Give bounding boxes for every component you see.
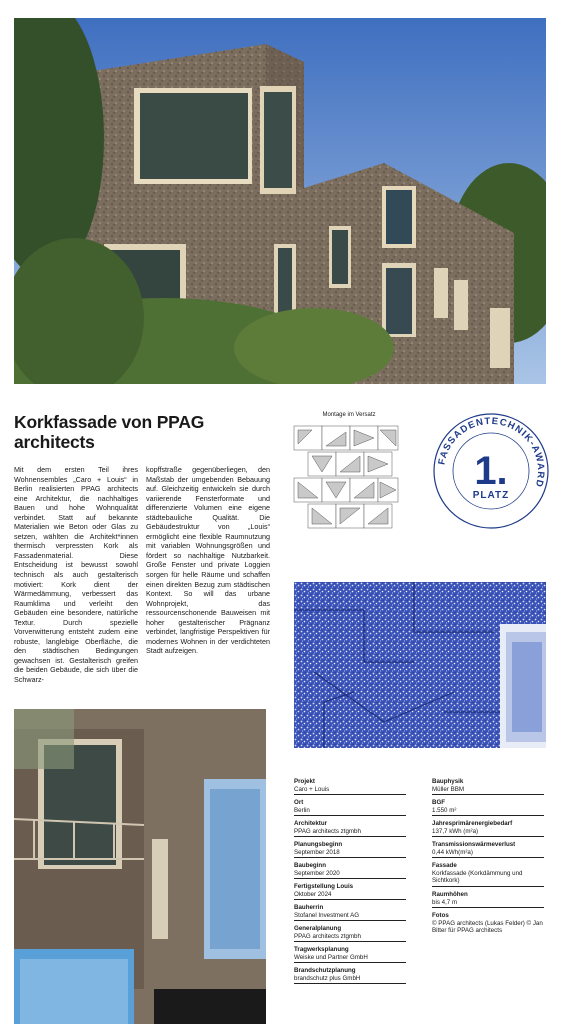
fact-building-physics: Bauphysik Müller BBM [432,778,544,795]
facade-detail-photo [14,709,266,1024]
award-label: PLATZ [472,490,510,501]
fact-structural-planning: Tragwerksplanung Weiske und Partner GmbH [294,946,406,963]
fact-general-planning: Generalplanung PPAG architects ztgmbh [294,925,406,942]
fact-transmission-loss: Transmissionswärmeverlust 0,44 kWh(m²a) [432,841,544,858]
award-number: 1. [474,449,508,493]
fact-primary-energy: Jahresprimärenergiebedarf 137,7 kWh (m²a) [432,820,544,837]
award-ring-text: FASSADENTECHNIK-AWARD [436,415,547,490]
fact-project: Projekt Caro + Louis [294,778,406,795]
diagram-caption: Montage im Versatz [322,412,376,418]
diagram-row [294,426,398,450]
cork-texture-photo [294,582,546,748]
article-body-left: Mit dem ersten Teil ihres Wohnensembles „Caro + Louis“ in Berlin realisierten PPAG architects eine Architektur, die nachhaltiges Bauen und hohe Wohnqualität verbindet. Statt auf bekannte Materialien wie Beton oder Glas zu setzen, wählten die Architekt*innen thermisch verpressten Kork als Fassadenmaterial. Diese Entscheidung ist bewusst sowohl technisch als auch gestalterisch motiviert: Kork dient der Wärmedämmung, verbessert das Raumklima und verleiht den Gebäuden eine besondere, natürliche Textur. Durch spezielle Vorverwitterung entsteht zudem eine robuste, langlebige Oberfläche, die den städtischen Bedingungen gewachsen ist. Gestalterisch greifen die beiden Gebäude, die sich über die Schwarz- [14,465,138,685]
award-badge [432,412,550,530]
fact-fire-protection: Brandschutzplanung brandschutz plus GmbH [294,967,406,984]
fact-planning-start: Planungsbeginn September 2018 [294,841,406,858]
cork-panel-diagram [292,424,408,532]
article-body-right: kopffstraße gegenüberliegen, den Maßstab der umgebenden Bebauung auf. Gleichzeitig entwickeln sie durch variierende Fensterformate und differenzierte Volumen eine eigene städtebauliche Qualität. Die Gebäudestruktur von „Louis“ ermöglicht eine flexible Raumnutzung mit variablen Wohnungsgrößen und fördert so nachhaltige Nutzbarkeit. Große Fenster und private Loggien sorgen für helle Räume und schaffen einen direkten Bezug zum städtischen Kontext. So will das urbane Wohnprojekt, das ressourcenschonende Bauweisen mit hoher gestalterischer Prägnanz verbindet, langfristige Perspektiven für modernes Wohnen in der verdichteten Stadt aufzeigen. [146,465,270,656]
page-title: Korkfassade von PPAG architects [14,412,205,452]
hero-photo [14,18,546,384]
fact-gross-floor-area: BGF 1.550 m² [432,799,544,816]
fact-location: Ort Berlin [294,799,406,816]
fact-room-heights: Raumhöhen bis 4,7 m [432,891,544,908]
fact-photo-credits: Fotos © PPAG architects (Lukas Felder) © Jan Bitter für PPAG architects [432,912,543,935]
fact-client: Bauherrin Stofanel Investment AG [294,904,406,921]
fact-architecture: Architektur PPAG architects ztgmbh [294,820,406,837]
fact-facade: Fassade Korkfassade (Korkdämmung und Sichtkork) [432,862,544,887]
fact-completion: Fertigstellung Louis Oktober 2024 [294,883,406,900]
fact-construction-start: Baubeginn September 2020 [294,862,406,879]
